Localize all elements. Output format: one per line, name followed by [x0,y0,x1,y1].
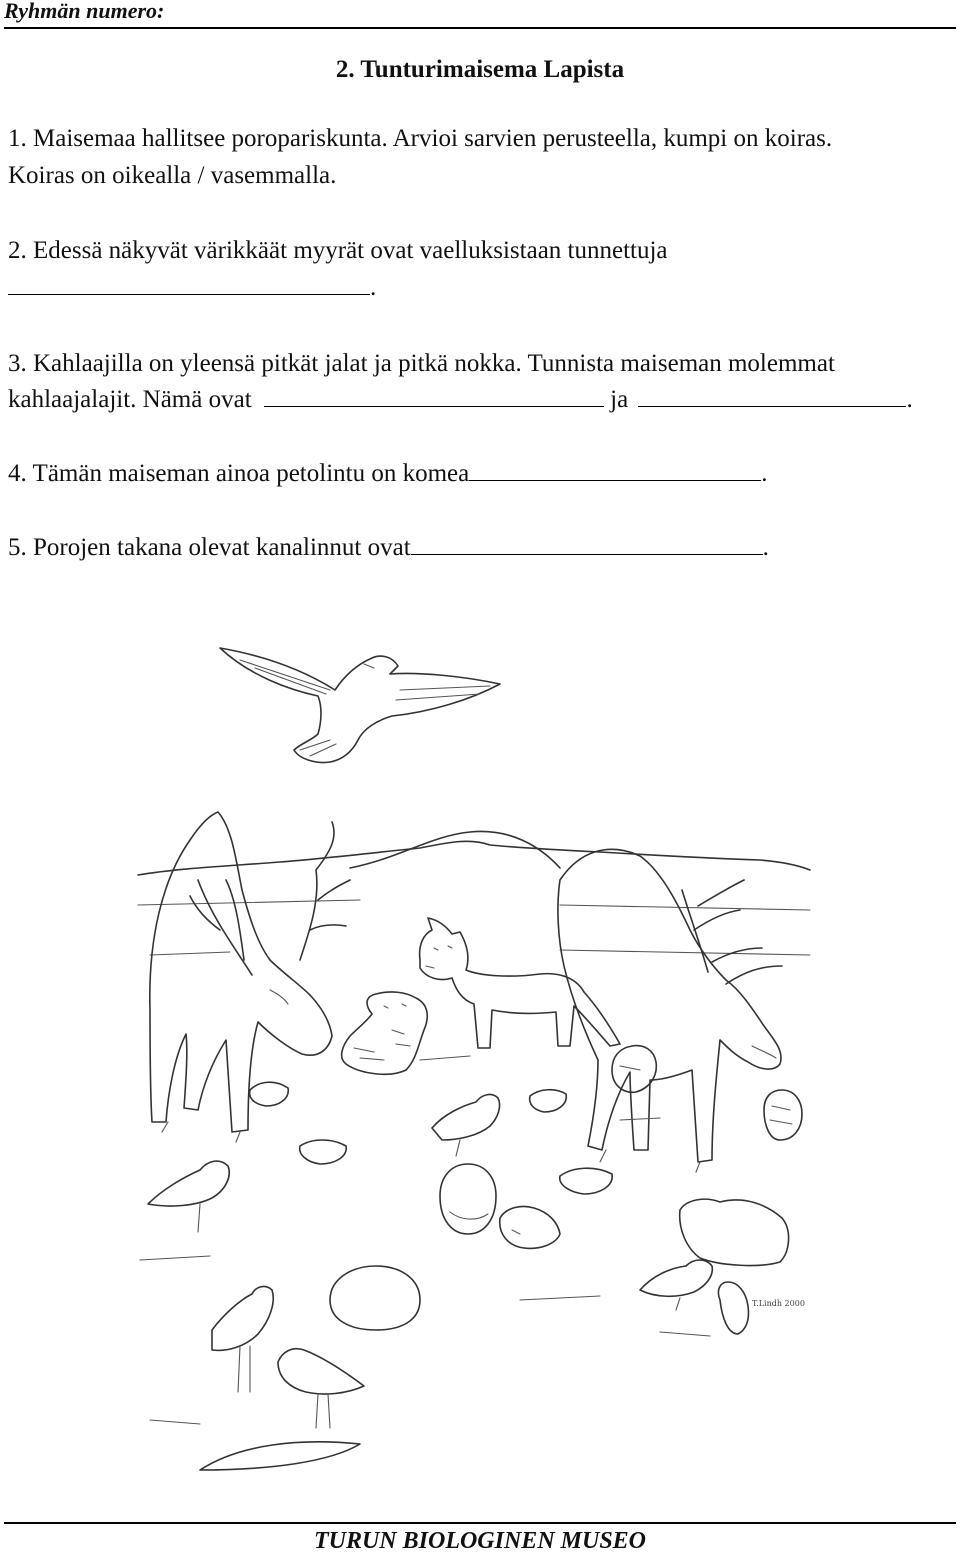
group-number-label: Ryhmän numero: [4,0,165,23]
q3-period: . [906,386,913,413]
q4-text: 4. Tämän maiseman ainoa petolintu on komea [8,460,470,487]
q2-period: . [370,274,377,301]
q5-text: 5. Porojen takana olevat kanalinnut ovat [8,534,411,561]
artist-signature: T.Lindh 2000 [752,1299,805,1308]
q5-period: . [762,534,769,561]
museum-footer: TURUN BIOLOGINEN MUSEO [313,1528,647,1554]
ptarmigan-drawing [612,1046,802,1140]
fell-horizon [138,831,810,955]
footer-divider [4,1522,956,1524]
rocks-ground-drawing [140,1056,789,1470]
waders-drawing [212,1287,364,1428]
snowy-owl-drawing [342,992,428,1074]
lemmings-drawing [440,1164,560,1248]
q4-period: . [761,460,768,487]
question-3-line-1: 3. Kahlaajilla on yleensä pitkät jalat ja pitkä nokka. Tunnista maiseman molemmat [8,350,835,377]
worksheet-title: 2. Tunturimaisema Lapista [335,56,625,83]
question-2-line-1: 2. Edessä näkyvät värikkäät myyrät ovat vaelluksistaan tunnettuja [8,237,668,264]
question-1-line-1: 1. Maisemaa hallitsee poropariskunta. Arvioi sarvien perusteella, kumpi on koiras. [8,125,833,152]
question-1-line-2: Koiras on oikealla / vasemmalla. [8,162,337,189]
golden-eagle-drawing [220,648,500,763]
q3-conjunction: ja [610,386,629,413]
reindeer-right-drawing [558,849,782,1172]
arctic-fox-drawing [420,918,620,1048]
q3-text-start: kahlaajalajit. Nämä ovat [8,386,252,413]
